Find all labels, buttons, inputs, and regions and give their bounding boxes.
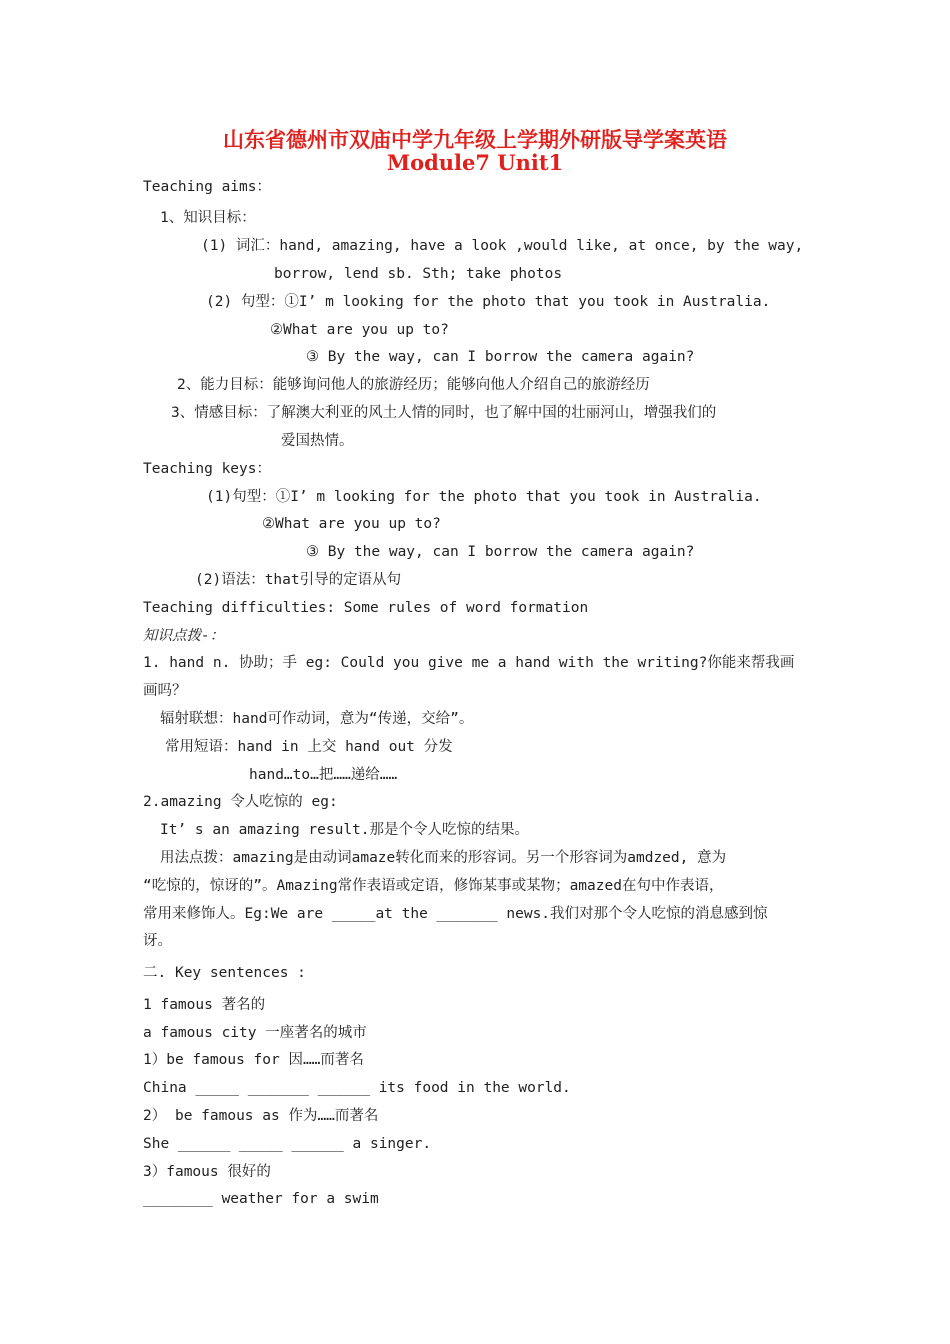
text-line: (1) 词汇：hand, amazing, have a look ,would like, at once, by the way, [201,238,804,254]
text-line: 常用来修饰人。Eg:We are _____at the _______ news.我们对那个令人吃惊的消息感到惊 [143,906,768,922]
text-line: It’ s an amazing result.那是个令人吃惊的结果。 [160,822,530,838]
text-line: 3、情感目标：了解澳大利亚的风土人情的同时，也了解中国的壮丽河山，增强我们的 [171,405,717,421]
text-line: (2) 句型：①I’ m looking for the photo that you took in Australia. [206,294,771,310]
text-line: 2.amazing 令人吃惊的 eg: [143,794,338,810]
text-line: 2、能力目标：能够询问他人的旅游经历；能够向他人介绍自己的旅游经历 [177,377,650,393]
text-line: Teaching difficulties: Some rules of word formation [143,600,589,616]
text-line: 1 famous 著名的 [143,997,266,1013]
text-line: 用法点拨：amazing是由动词amaze转化而来的形容词。另一个形容词为amdzed, 意为 [160,850,727,866]
text-line: 1. hand n. 协助；手 eg: Could you give me a hand with the writing?你能来帮我画 [143,655,795,671]
text-line: (2)语法：that引导的定语从句 [195,572,402,588]
text-line: ③ By the way, can I borrow the camera again? [306,544,695,560]
text-line: 爱国热情。 [281,433,354,449]
text-line: 画吗？ [143,683,187,699]
text-line: 1、知识目标： [160,210,256,226]
text-line: ③ By the way, can I borrow the camera again? [306,349,695,365]
fill-in-line: China _____ _______ ______ its food in the world. [143,1080,571,1096]
document-title-line1: 山东省德州市双庙中学九年级上学期外研版导学案英语 [223,127,727,152]
text-line: (1)句型：①I’ m looking for the photo that you took in Australia. [206,489,762,505]
section-heading: 二. Key sentences : [143,965,306,981]
fill-in-line: She ______ _____ ______ a singer. [143,1136,432,1152]
text-line: hand…to…把……递给…… [249,767,398,783]
section-heading: 知识点拨-： [143,628,225,644]
text-line: 3）famous 很好的 [143,1164,271,1180]
document-title-line2: Module7 Unit1 [386,150,564,175]
text-line: borrow, lend sb. Sth; take photos [274,266,563,282]
text-line: 2） be famous as 作为……而著名 [143,1108,379,1124]
fill-in-line: ________ weather for a swim [143,1191,379,1207]
text-line: 常用短语：hand in 上交 hand out 分发 [165,739,453,755]
text-line: ②What are you up to? [262,516,441,532]
text-line: 讶。 [143,933,172,949]
text-line: 1）be famous for 因……而著名 [143,1052,364,1068]
text-line: ②What are you up to? [270,322,449,338]
text-line: 辐射联想：hand可作动词，意为“传递，交给”。 [160,711,474,727]
text-line: a famous city 一座著名的城市 [143,1025,367,1041]
text-line: Teaching aims： [143,179,271,195]
text-line: “吃惊的，惊讶的”。Amazing常作表语或定语，修饰某事或某物；amazed在句中作表语， [143,878,724,894]
text-line: Teaching keys： [143,461,271,477]
